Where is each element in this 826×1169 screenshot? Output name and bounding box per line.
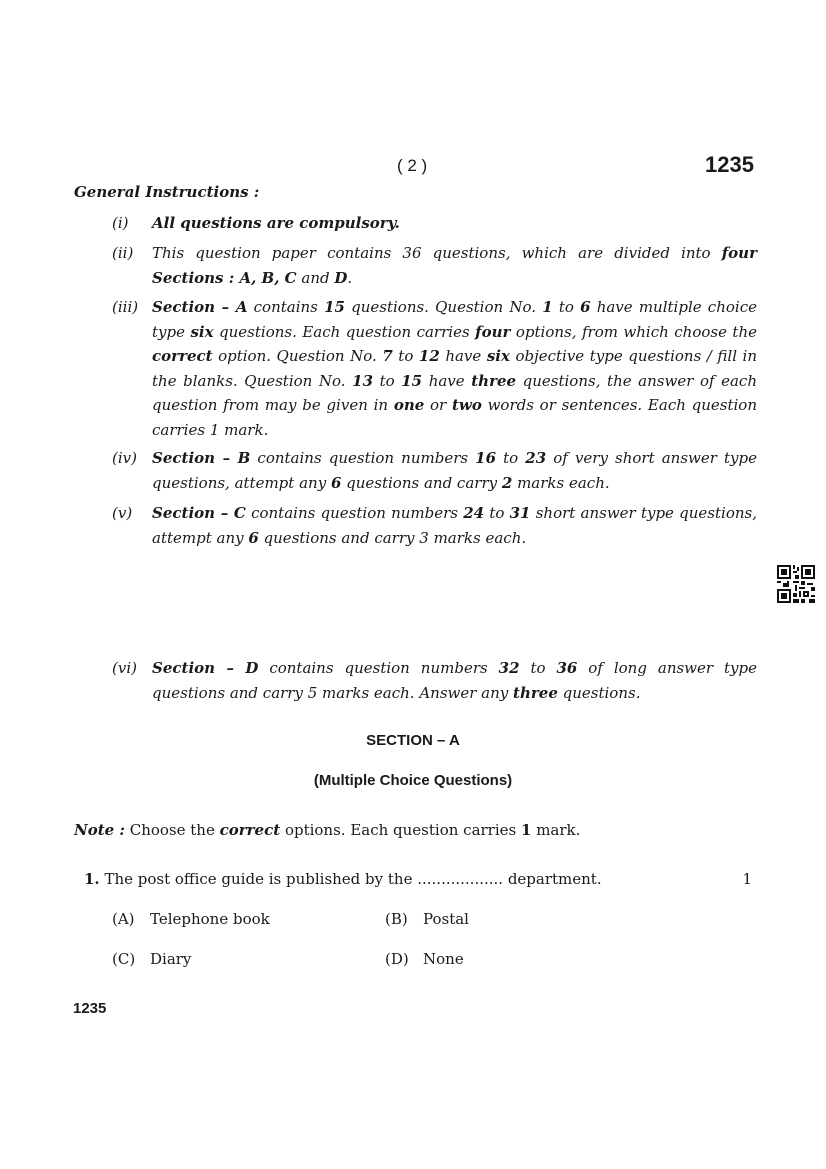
option-b: (B) Postal xyxy=(385,910,469,928)
general-instructions-title: General Instructions : xyxy=(74,183,260,201)
instruction-item xyxy=(112,211,757,236)
instruction-item xyxy=(112,295,757,442)
instruction-number: (i) xyxy=(112,214,129,232)
instruction-number: (iii) xyxy=(112,298,139,316)
page-number: ( 2 ) xyxy=(397,156,428,175)
option-c: (C) Diary xyxy=(112,950,192,968)
instruction-item xyxy=(112,241,757,290)
question-marks: 1 xyxy=(742,870,752,888)
question-number: 1. xyxy=(84,870,100,888)
question-1 xyxy=(84,870,756,888)
paper-code-header: 1235 xyxy=(705,152,754,177)
instruction-text: Section – B contains question numbers 16 to 23 of very short answer type questions, attempt any 6 questions and carry 2 marks each. xyxy=(152,449,757,492)
instruction-number: (iv) xyxy=(112,449,137,467)
qr-code-icon xyxy=(777,565,815,603)
instruction-item xyxy=(112,446,757,495)
instruction-number: (v) xyxy=(112,504,133,522)
instruction-number: (vi) xyxy=(112,659,137,677)
instruction-text: Section – D contains question numbers 32 to 36 of long answer type questions and carry 5 marks each. Answer any three questions. xyxy=(152,659,757,702)
question-text: The post office guide is published by the .................. department. xyxy=(104,870,602,888)
instruction-item xyxy=(112,501,757,550)
option-a: (A) Telephone book xyxy=(112,910,270,928)
instruction-text: All questions are compulsory. xyxy=(152,214,400,232)
instruction-text: Section – A contains 15 questions. Question No. 1 to 6 have multiple choice type six questions. Each question carries four options, from which choose the correct option. Question No. 7 to 12 have six objective type questions / fill in the blanks. Question No. 13 to 15 have three questions, the answer of each question from may be given in one or two words or sentences. Each question carries 1 mark. xyxy=(152,298,757,439)
instruction-text: Section – C contains question numbers 24 to 31 short answer type questions, attempt any 6 questions and carry 3 marks each. xyxy=(152,504,757,547)
option-d: (D) None xyxy=(385,950,464,968)
section-subtitle: (Multiple Choice Questions) xyxy=(313,772,513,789)
instruction-number: (ii) xyxy=(112,244,134,262)
instruction-item xyxy=(112,656,757,705)
section-title: SECTION – A xyxy=(366,732,460,749)
note-label: Note : xyxy=(74,821,125,839)
paper-code-footer: 1235 xyxy=(73,1000,107,1017)
instruction-text: This question paper contains 36 questions, which are divided into four Sections : A, B, C and D. xyxy=(152,244,757,287)
note: Note : Choose the correct options. Each question carries 1 mark. xyxy=(74,821,581,839)
